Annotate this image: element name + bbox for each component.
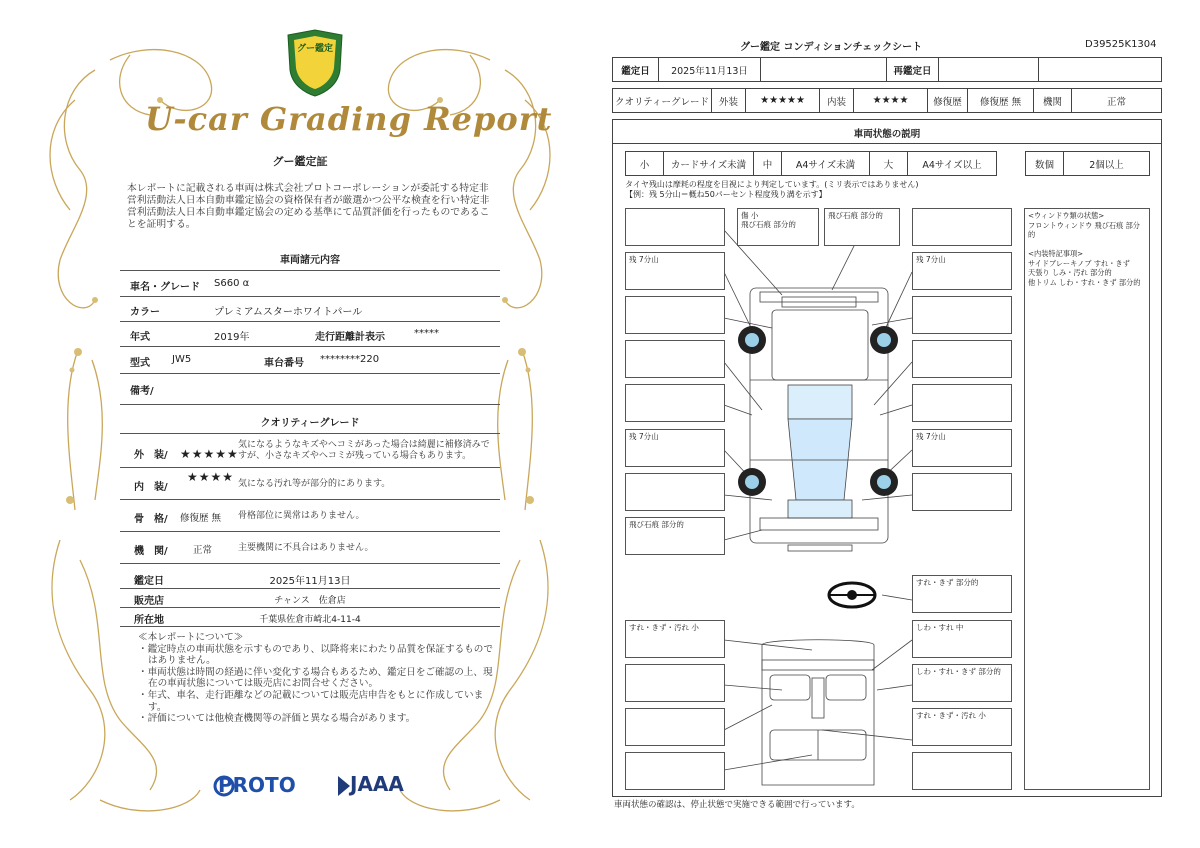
notes-title: ≪本レポートについて≫ xyxy=(138,632,244,643)
annotation-box xyxy=(912,296,1012,334)
divider xyxy=(120,626,500,627)
empty-cell xyxy=(1039,58,1162,82)
tire-note: タイヤ残山は摩耗の程度を目視により判定しています。(ミリ表示ではありません) xyxy=(625,180,919,189)
date-value: 2025年11月13日 xyxy=(659,58,761,82)
int-label: 内装 xyxy=(820,89,854,113)
divider xyxy=(120,607,500,608)
annotation-box xyxy=(625,296,725,334)
divider xyxy=(120,404,500,405)
annotation-front-right: 飛び石痕 部分的 xyxy=(824,208,900,246)
divider xyxy=(120,296,500,297)
count-legend-table xyxy=(1025,151,1150,176)
quality-title: クオリティーグレード xyxy=(260,418,360,429)
exterior-description: 気になるようなキズやヘコミがあった場合は綺麗に補修済みですが、小さなキズやヘコミが残っている場合もあります。 xyxy=(238,440,490,461)
footer-note: 車両状態の確認は、停止状態で実施できる範囲で行っています。 xyxy=(614,800,860,810)
year-value: 2019年 xyxy=(214,332,250,343)
mileage-value: ***** xyxy=(414,328,439,339)
note-item: ・車両状態は時間の経過に伴い変化する場合もあるため、鑑定日をご確認の上、現在の車両状態については販売店にお問合せください。 xyxy=(138,666,493,690)
color-label: カラー xyxy=(130,307,160,318)
annotation-seat-r1: しわ・すれ 中 xyxy=(912,620,1012,658)
frame-description: 骨格部位に異常はありません。 xyxy=(238,511,365,521)
engine-value: 正常 xyxy=(193,545,213,556)
badge-text: グー鑑定 xyxy=(296,44,333,54)
annotation-rear-left: 飛び石痕 部分的 xyxy=(625,517,725,555)
quality-table xyxy=(612,88,1162,113)
annotation-box xyxy=(912,340,1012,378)
count-label: 数個 xyxy=(1026,152,1064,176)
exterior-stars: ★★★★★ xyxy=(180,447,239,461)
repair-label: 修復歴 xyxy=(928,89,968,113)
exterior-label: 外 装/ xyxy=(134,450,168,461)
engine-description: 主要機関に不具合はありません。 xyxy=(238,543,374,553)
annotation-steering: すれ・きず 部分的 xyxy=(912,575,1012,613)
certificate-title: グー鑑定証 xyxy=(272,155,328,168)
frame-value: 修復歴 無 xyxy=(180,513,222,524)
engine-label: 機関 xyxy=(1034,89,1072,113)
ext-stars: ★★★★★ xyxy=(746,89,820,113)
note-item: ・年式、車名、走行距離などの記載については販売店申告をもとに作成しています。 xyxy=(138,689,484,713)
year-label: 年式 xyxy=(130,332,150,343)
divider xyxy=(120,467,500,468)
car-name-value: S660 α xyxy=(214,278,250,289)
reinspect-label: 再鑑定日 xyxy=(887,58,939,82)
annotation-tire-rf: 残 7分山 xyxy=(912,252,1012,290)
report-notes xyxy=(138,632,498,725)
location-label: 所在地 xyxy=(134,615,164,626)
size-large: 大 xyxy=(870,152,908,176)
annotation-box xyxy=(625,664,725,702)
divider xyxy=(120,433,500,434)
jaaa-logo-text: JAAA xyxy=(350,772,404,796)
date-label: 鑑定日 xyxy=(613,58,659,82)
tire-note-example: 【例：残 5分山＝概ね50パーセント程度残り溝を示す】 xyxy=(625,190,827,199)
size-mid: 中 xyxy=(754,152,782,176)
annotation-tire-lf: 残 7分山 xyxy=(625,252,725,290)
note-item: ・評価については他検査機関等の評価と異なる場合があります。 xyxy=(138,713,416,725)
specs-title: 車両諸元内容 xyxy=(280,255,340,266)
divider xyxy=(120,270,500,271)
annotation-box xyxy=(625,473,725,511)
dealer-value: チャンス 佐倉店 xyxy=(274,596,346,606)
gu-kantei-badge-icon xyxy=(288,30,342,96)
size-small: 小 xyxy=(626,152,664,176)
annotation-seat-left: すれ・きず・汚れ 小 xyxy=(625,620,725,658)
repair-value: 修復歴 無 xyxy=(968,89,1034,113)
annotation-line: 傷 小 xyxy=(741,211,759,220)
frame-label: 骨 格/ xyxy=(134,514,168,525)
remarks-label: 備考/ xyxy=(130,386,154,397)
model-label: 型式 xyxy=(130,358,150,369)
count-desc: 2個以上 xyxy=(1064,152,1150,176)
proto-logo-text: PROTO xyxy=(218,773,296,797)
note-item: ・鑑定時点の車両状態を示すものであり、以降将来にわたり品質を保証するものではありません。 xyxy=(138,643,493,667)
certificate-body: 本レポートに記載される車両は株式会社プロトコーポレーションが委託する特定非営利活動法人日本自動車鑑定協会の資格保有者が厳選かつ公平な検査を行い特定非営利活動法人日本自動車鑑定協会の定める基準にて品質評価を行ったものであることを証明する。 xyxy=(127,183,490,230)
interior-label: 内 装/ xyxy=(134,482,168,493)
divider xyxy=(120,373,500,374)
qg-label: クオリティーグレード xyxy=(613,89,712,113)
annotation-line: 飛び石痕 部分的 xyxy=(741,220,796,229)
size-small-desc: カードサイズ未満 xyxy=(664,152,754,176)
sheet-title: グー鑑定 コンディションチェックシート xyxy=(740,42,923,53)
empty-cell xyxy=(939,58,1039,82)
location-value: 千葉県佐倉市崎北4-11-4 xyxy=(259,615,361,625)
date-value: 2025年11月13日 xyxy=(269,576,351,587)
ext-label: 外装 xyxy=(712,89,746,113)
special-notes-panel: <ウィンドウ類の状態> フロントウィンドウ 飛び石痕 部分的 <内装特記事項> サイドブレーキノブ すれ・きず 天張り しみ・汚れ 部分的 他トリム しわ・すれ・きず 部分的 xyxy=(1024,208,1150,790)
model-value: JW5 xyxy=(172,354,192,365)
vehicle-state-title: 車両状態の説明 xyxy=(853,129,921,140)
annotation-box xyxy=(912,473,1012,511)
annotation-front-center xyxy=(737,208,819,246)
annotation-box xyxy=(625,384,725,422)
date-table xyxy=(612,57,1162,82)
divider xyxy=(120,531,500,532)
divider xyxy=(120,588,500,589)
int-stars: ★★★★ xyxy=(854,89,928,113)
annotation-tire-rr: 残 7分山 xyxy=(912,429,1012,467)
dealer-label: 販売店 xyxy=(134,596,164,607)
date-label: 鑑定日 xyxy=(134,576,164,587)
annotation-seat-r2: しわ・すれ・きず 部分的 xyxy=(912,664,1012,702)
size-mid-desc: A4サイズ未満 xyxy=(782,152,870,176)
chassis-label: 車台番号 xyxy=(264,358,304,369)
engine-label: 機 関/ xyxy=(134,546,168,557)
engine-value: 正常 xyxy=(1072,89,1162,113)
annotation-box xyxy=(625,708,725,746)
annotation-box xyxy=(912,752,1012,790)
annotation-box xyxy=(625,208,725,246)
steering-wheel-icon xyxy=(829,583,875,607)
annotation-box xyxy=(625,340,725,378)
annotation-seat-r3: すれ・きず・汚れ 小 xyxy=(912,708,1012,746)
color-value: プレミアムスターホワイトパール xyxy=(214,307,363,318)
sheet-id: D39525K1304 xyxy=(1085,39,1157,50)
annotation-box xyxy=(912,384,1012,422)
divider xyxy=(120,563,500,564)
annotation-tire-lr: 残 7分山 xyxy=(625,429,725,467)
empty-cell xyxy=(761,58,887,82)
size-legend-table xyxy=(625,151,997,176)
annotation-box xyxy=(625,752,725,790)
divider xyxy=(120,321,500,322)
mileage-label: 走行距離計表示 xyxy=(315,332,385,343)
car-name-label: 車名・グレード xyxy=(130,282,200,293)
interior-description: 気になる汚れ等が部分的にあります。 xyxy=(238,479,391,489)
size-large-desc: A4サイズ以上 xyxy=(908,152,997,176)
report-title: U-car Grading Report xyxy=(145,100,553,138)
annotation-box xyxy=(912,208,1012,246)
divider xyxy=(120,499,500,500)
divider xyxy=(120,346,500,347)
interior-stars: ★★★★ xyxy=(187,470,235,484)
chassis-value: ********220 xyxy=(320,354,380,365)
